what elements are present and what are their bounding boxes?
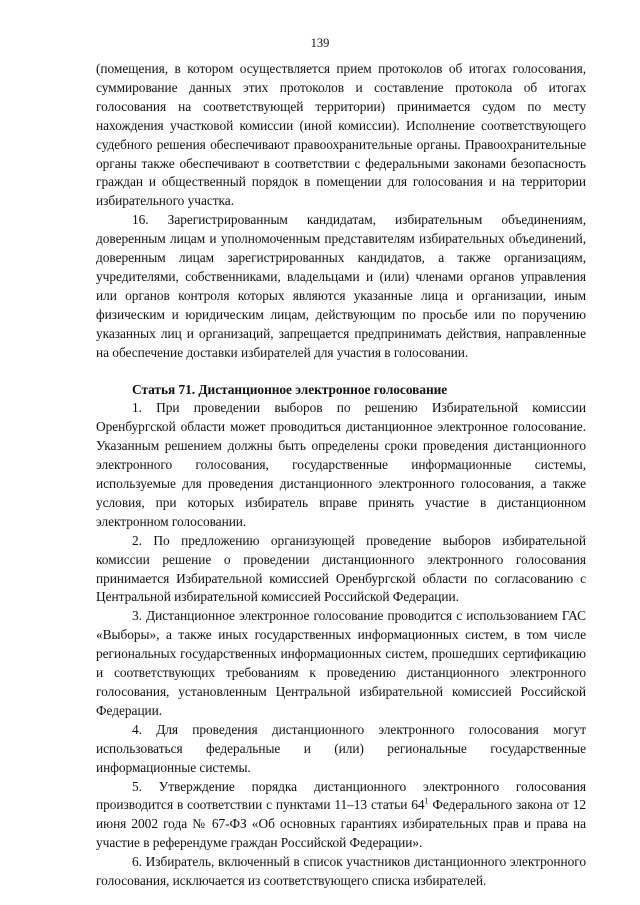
- article-item-5-text-a: 5. Утверждение порядка дистанционного электронного голосования производится в соответствии с пунктами 11–13 статьи 64: [96, 778, 586, 813]
- article-item-3: 3. Дистанционное электронное голосование проводится с использованием ГАС «Выборы», а также иных государственных информационных систем, в том числе региональных государственных информационных систем, прошедших сертификацию и соответствующих требованиям к проведению дистанционного электронного голосования, установленным Центральной избирательной комиссией Российской Федерации.: [96, 608, 586, 718]
- article-item-4: 4. Для проведения дистанционного электронного голосования могут использоваться федеральные и (или) региональные государственные информационные системы.: [96, 721, 586, 775]
- page-number: 139: [310, 36, 330, 50]
- document-body: [96, 60, 586, 891]
- article-item-1: 1. При проведении выборов по решению Избирательной комиссии Оренбургской области может проводиться дистанционное электронное голосование. Указанным решением должны быть определены сроки проведения дистанционного электронного голосования, государственные информационные системы, используемые для проведения дистанционного электронного голосования, а также условия, при которых избиратель вправе принять участие в дистанционном электронном голосовании.: [96, 400, 586, 529]
- article-item-5-text-b: Федерального закона от 12 июня 2002 года № 67-ФЗ «Об основных гарантиях избирательных прав и права на участие в референдуме граждан Российской Федерации».: [96, 797, 586, 851]
- paragraph-16: 16. Зарегистрированным кандидатам, избирательным объединениям, доверенным лицам и уполномоченным представителям избирательных объединений, доверенным лицам зарегистрированных кандидатов, а также организациям, учредителями, собственниками, владельцами и (или) членами органов управления или органов контроля которых являются указанные лица и организации, иным физическим и юридическим лицам, действующим по просьбе или по поручению указанных лиц и организаций, запрещается предпринимать действия, направленные на обеспечение доставки избирателей для участия в голосовании.: [96, 212, 586, 360]
- article-item-6: 6. Избиратель, включенный в список участников дистанционного электронного голосования, исключается из соответствующего списка избирателей.: [96, 854, 586, 889]
- article-71-heading: Статья 71. Дистанционное электронное голосование: [132, 381, 448, 397]
- article-item-5: [96, 778, 586, 854]
- paragraph-continuation: (помещения, в котором осуществляется прием протоколов об итогах голосования, суммирование данных этих протоколов и составление протокола об итогах голосования на соответствующей территории) принимается судом по месту нахождения участковой комиссии (иной комиссии). Исполнение соответствующего судебного решения обеспечивают правоохранительные органы. Правоохранительные органы также обеспечивают в соответствии с федеральными законами безопасность граждан и общественный порядок в помещении для голосования и на территории избирательного участка.: [96, 61, 586, 209]
- article-item-2: 2. По предложению организующей проведение выборов избирательной комиссии решение о проведении дистанционного электронного голосования принимается Избирательной комиссией Оренбургской области по согласованию с Центральной избирательной комиссией Российской Федерации.: [96, 532, 586, 605]
- article-item-5-superscript: 1: [424, 796, 429, 806]
